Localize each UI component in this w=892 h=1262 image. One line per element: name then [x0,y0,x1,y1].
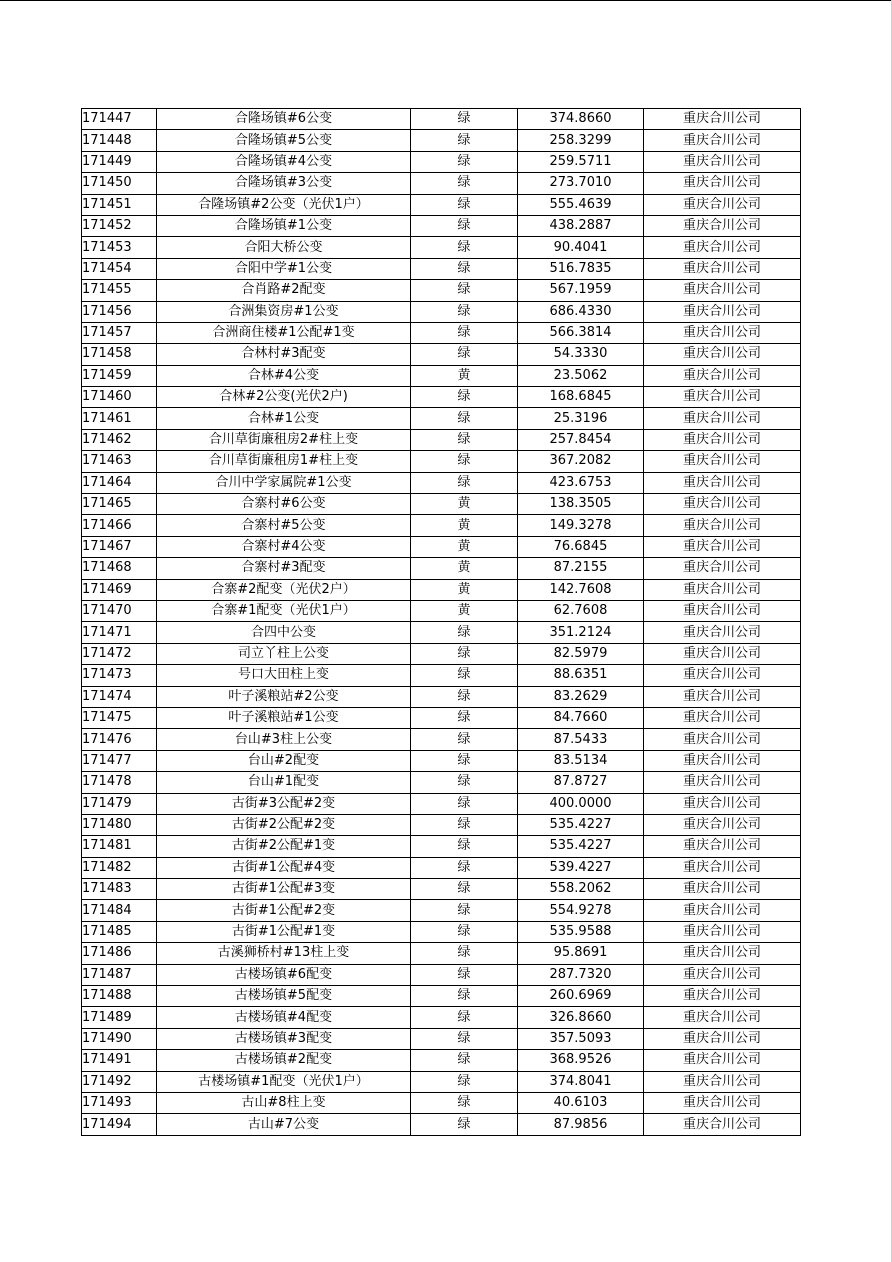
cell-value: 40.6103 [518,1092,644,1113]
cell-transformer-name: 合寨村#3配变 [157,558,411,579]
cell-transformer-name: 叶子溪粮站#2公变 [157,686,411,707]
cell-id: 171450 [82,173,157,194]
cell-transformer-name: 合寨村#5公变 [157,515,411,536]
cell-company: 重庆合川公司 [644,151,801,172]
cell-company: 重庆合川公司 [644,194,801,215]
cell-transformer-name: 古山#7公变 [157,1114,411,1135]
cell-value: 287.7320 [518,964,644,985]
cell-status-color: 绿 [411,429,518,450]
cell-company: 重庆合川公司 [644,1050,801,1071]
cell-status-color: 黄 [411,558,518,579]
cell-status-color: 绿 [411,665,518,686]
cell-status-color: 绿 [411,814,518,835]
cell-status-color: 绿 [411,109,518,130]
cell-transformer-name: 古街#1公配#2变 [157,900,411,921]
table-row [82,130,801,151]
cell-id: 171494 [82,1114,157,1135]
cell-transformer-name: 古街#2公配#2变 [157,814,411,835]
table-row [82,558,801,579]
cell-status-color: 绿 [411,408,518,429]
cell-id: 171464 [82,472,157,493]
table-row [82,707,801,728]
cell-id: 171455 [82,280,157,301]
cell-id: 171454 [82,258,157,279]
cell-value: 83.5134 [518,750,644,771]
cell-transformer-name: 古山#8柱上变 [157,1092,411,1113]
cell-company: 重庆合川公司 [644,280,801,301]
cell-id: 171490 [82,1028,157,1049]
cell-transformer-name: 合川草街廉租房1#柱上变 [157,451,411,472]
cell-id: 171457 [82,322,157,343]
cell-id: 171481 [82,836,157,857]
cell-id: 171453 [82,237,157,258]
cell-transformer-name: 号口大田柱上变 [157,665,411,686]
cell-company: 重庆合川公司 [644,921,801,942]
cell-status-color: 绿 [411,344,518,365]
cell-transformer-name: 合林#2公变(光伏2户) [157,387,411,408]
cell-value: 258.3299 [518,130,644,151]
cell-transformer-name: 合隆场镇#5公变 [157,130,411,151]
cell-id: 171472 [82,643,157,664]
table-row [82,665,801,686]
cell-value: 326.8660 [518,1007,644,1028]
cell-id: 171489 [82,1007,157,1028]
cell-transformer-name: 合肖路#2配变 [157,280,411,301]
cell-status-color: 绿 [411,1050,518,1071]
cell-company: 重庆合川公司 [644,429,801,450]
cell-id: 171468 [82,558,157,579]
cell-value: 25.3196 [518,408,644,429]
table-row [82,365,801,386]
cell-id: 171487 [82,964,157,985]
cell-status-color: 绿 [411,622,518,643]
cell-company: 重庆合川公司 [644,964,801,985]
cell-value: 273.7010 [518,173,644,194]
cell-transformer-name: 古街#3公配#2变 [157,793,411,814]
cell-company: 重庆合川公司 [644,1007,801,1028]
cell-status-color: 绿 [411,1071,518,1092]
cell-company: 重庆合川公司 [644,707,801,728]
cell-transformer-name: 合隆场镇#1公变 [157,215,411,236]
table-row [82,857,801,878]
cell-status-color: 绿 [411,729,518,750]
cell-company: 重庆合川公司 [644,772,801,793]
cell-value: 90.4041 [518,237,644,258]
cell-status-color: 绿 [411,301,518,322]
cell-transformer-name: 古街#2公配#1变 [157,836,411,857]
cell-company: 重庆合川公司 [644,600,801,621]
cell-status-color: 绿 [411,921,518,942]
cell-status-color: 黄 [411,494,518,515]
cell-value: 87.9856 [518,1114,644,1135]
table-row [82,109,801,130]
cell-transformer-name: 古街#1公配#1变 [157,921,411,942]
cell-value: 87.2155 [518,558,644,579]
cell-id: 171463 [82,451,157,472]
cell-status-color: 绿 [411,322,518,343]
cell-transformer-name: 合林村#3配变 [157,344,411,365]
cell-transformer-name: 古楼场镇#2配变 [157,1050,411,1071]
cell-company: 重庆合川公司 [644,1071,801,1092]
cell-value: 95.8691 [518,943,644,964]
cell-value: 516.7835 [518,258,644,279]
table-row [82,1007,801,1028]
cell-transformer-name: 台山#2配变 [157,750,411,771]
table-row [82,772,801,793]
cell-company: 重庆合川公司 [644,879,801,900]
cell-status-color: 绿 [411,1028,518,1049]
cell-id: 171459 [82,365,157,386]
table-row [82,215,801,236]
cell-company: 重庆合川公司 [644,130,801,151]
table-row [82,173,801,194]
table-row [82,408,801,429]
cell-company: 重庆合川公司 [644,558,801,579]
cell-id: 171484 [82,900,157,921]
cell-company: 重庆合川公司 [644,1028,801,1049]
cell-id: 171491 [82,1050,157,1071]
cell-transformer-name: 台山#1配变 [157,772,411,793]
cell-value: 535.4227 [518,814,644,835]
table-row [82,451,801,472]
table-row [82,686,801,707]
cell-company: 重庆合川公司 [644,258,801,279]
table-row [82,814,801,835]
cell-transformer-name: 合川草街廉租房2#柱上变 [157,429,411,450]
cell-value: 84.7660 [518,707,644,728]
cell-id: 171477 [82,750,157,771]
transformer-table [81,108,801,1136]
cell-company: 重庆合川公司 [644,686,801,707]
cell-transformer-name: 合川中学家属院#1公变 [157,472,411,493]
cell-transformer-name: 合隆场镇#2公变（光伏1户） [157,194,411,215]
cell-transformer-name: 合寨村#6公变 [157,494,411,515]
cell-value: 567.1959 [518,280,644,301]
table-row [82,836,801,857]
cell-id: 171476 [82,729,157,750]
cell-transformer-name: 古街#1公配#4变 [157,857,411,878]
cell-company: 重庆合川公司 [644,986,801,1007]
cell-company: 重庆合川公司 [644,943,801,964]
cell-company: 重庆合川公司 [644,109,801,130]
cell-id: 171493 [82,1092,157,1113]
cell-company: 重庆合川公司 [644,173,801,194]
cell-status-color: 黄 [411,579,518,600]
cell-status-color: 黄 [411,365,518,386]
cell-status-color: 绿 [411,1007,518,1028]
cell-value: 535.4227 [518,836,644,857]
table-row [82,1092,801,1113]
cell-value: 83.2629 [518,686,644,707]
table-row [82,280,801,301]
cell-status-color: 绿 [411,772,518,793]
cell-company: 重庆合川公司 [644,344,801,365]
cell-status-color: 绿 [411,964,518,985]
table-row [82,900,801,921]
cell-id: 171467 [82,536,157,557]
cell-id: 171466 [82,515,157,536]
cell-id: 171471 [82,622,157,643]
cell-value: 686.4330 [518,301,644,322]
cell-status-color: 绿 [411,793,518,814]
cell-value: 142.7608 [518,579,644,600]
cell-id: 171461 [82,408,157,429]
table-row [82,750,801,771]
table-row [82,194,801,215]
cell-value: 351.2124 [518,622,644,643]
page-top-rule [0,0,892,1]
cell-value: 82.5979 [518,643,644,664]
cell-id: 171483 [82,879,157,900]
cell-transformer-name: 古楼场镇#4配变 [157,1007,411,1028]
cell-status-color: 绿 [411,1092,518,1113]
cell-company: 重庆合川公司 [644,665,801,686]
cell-value: 88.6351 [518,665,644,686]
table-row [82,301,801,322]
cell-value: 138.3505 [518,494,644,515]
cell-status-color: 绿 [411,280,518,301]
cell-value: 168.6845 [518,387,644,408]
cell-transformer-name: 合林#1公变 [157,408,411,429]
cell-transformer-name: 合隆场镇#4公变 [157,151,411,172]
cell-transformer-name: 古溪狮桥村#13柱上变 [157,943,411,964]
cell-id: 171460 [82,387,157,408]
cell-company: 重庆合川公司 [644,472,801,493]
table-row [82,964,801,985]
cell-transformer-name: 合寨#1配变（光伏1户） [157,600,411,621]
cell-transformer-name: 合寨#2配变（光伏2户） [157,579,411,600]
cell-value: 400.0000 [518,793,644,814]
cell-id: 171475 [82,707,157,728]
cell-transformer-name: 合阳大桥公变 [157,237,411,258]
table-row [82,494,801,515]
cell-status-color: 绿 [411,836,518,857]
cell-status-color: 绿 [411,707,518,728]
cell-company: 重庆合川公司 [644,836,801,857]
cell-id: 171482 [82,857,157,878]
cell-company: 重庆合川公司 [644,451,801,472]
cell-company: 重庆合川公司 [644,643,801,664]
table-row [82,986,801,1007]
cell-status-color: 黄 [411,600,518,621]
table-row [82,344,801,365]
cell-status-color: 绿 [411,387,518,408]
cell-status-color: 绿 [411,237,518,258]
cell-company: 重庆合川公司 [644,857,801,878]
cell-company: 重庆合川公司 [644,793,801,814]
cell-value: 423.6753 [518,472,644,493]
table-row [82,600,801,621]
cell-value: 87.8727 [518,772,644,793]
cell-company: 重庆合川公司 [644,579,801,600]
cell-status-color: 绿 [411,130,518,151]
cell-value: 438.2887 [518,215,644,236]
table-row [82,387,801,408]
table-row [82,729,801,750]
cell-value: 149.3278 [518,515,644,536]
cell-status-color: 绿 [411,194,518,215]
cell-company: 重庆合川公司 [644,729,801,750]
cell-value: 374.8660 [518,109,644,130]
cell-id: 171488 [82,986,157,1007]
cell-value: 259.5711 [518,151,644,172]
cell-company: 重庆合川公司 [644,515,801,536]
cell-value: 357.5093 [518,1028,644,1049]
table-row [82,536,801,557]
cell-id: 171447 [82,109,157,130]
cell-status-color: 绿 [411,643,518,664]
table-row [82,921,801,942]
cell-id: 171462 [82,429,157,450]
table-row [82,237,801,258]
cell-status-color: 绿 [411,451,518,472]
cell-company: 重庆合川公司 [644,900,801,921]
cell-value: 76.6845 [518,536,644,557]
table-row [82,1050,801,1071]
cell-status-color: 黄 [411,536,518,557]
cell-value: 54.3330 [518,344,644,365]
table-row [82,1028,801,1049]
cell-company: 重庆合川公司 [644,322,801,343]
cell-status-color: 绿 [411,750,518,771]
cell-value: 62.7608 [518,600,644,621]
cell-company: 重庆合川公司 [644,536,801,557]
cell-transformer-name: 合洲商住楼#1公配#1变 [157,322,411,343]
cell-id: 171492 [82,1071,157,1092]
cell-transformer-name: 古楼场镇#3配变 [157,1028,411,1049]
cell-value: 555.4639 [518,194,644,215]
cell-company: 重庆合川公司 [644,1092,801,1113]
cell-company: 重庆合川公司 [644,215,801,236]
table-row [82,943,801,964]
cell-value: 23.5062 [518,365,644,386]
cell-company: 重庆合川公司 [644,301,801,322]
cell-id: 171451 [82,194,157,215]
cell-status-color: 绿 [411,215,518,236]
cell-status-color: 绿 [411,151,518,172]
cell-value: 374.8041 [518,1071,644,1092]
cell-id: 171449 [82,151,157,172]
table-row [82,1071,801,1092]
cell-company: 重庆合川公司 [644,365,801,386]
cell-id: 171479 [82,793,157,814]
cell-transformer-name: 司立丫柱上公变 [157,643,411,664]
cell-status-color: 绿 [411,472,518,493]
cell-value: 535.9588 [518,921,644,942]
cell-id: 171478 [82,772,157,793]
cell-status-color: 绿 [411,943,518,964]
cell-id: 171470 [82,600,157,621]
table-row [82,579,801,600]
cell-id: 171480 [82,814,157,835]
cell-id: 171473 [82,665,157,686]
cell-transformer-name: 合寨村#4公变 [157,536,411,557]
table-row [82,643,801,664]
cell-id: 171474 [82,686,157,707]
cell-id: 171456 [82,301,157,322]
cell-id: 171458 [82,344,157,365]
cell-status-color: 绿 [411,173,518,194]
cell-company: 重庆合川公司 [644,408,801,429]
cell-value: 554.9278 [518,900,644,921]
cell-company: 重庆合川公司 [644,387,801,408]
cell-value: 566.3814 [518,322,644,343]
cell-transformer-name: 台山#3柱上公变 [157,729,411,750]
cell-transformer-name: 合隆场镇#3公变 [157,173,411,194]
cell-status-color: 绿 [411,879,518,900]
table-row [82,258,801,279]
cell-company: 重庆合川公司 [644,237,801,258]
cell-status-color: 绿 [411,986,518,1007]
cell-id: 171469 [82,579,157,600]
cell-value: 368.9526 [518,1050,644,1071]
cell-transformer-name: 合林#4公变 [157,365,411,386]
cell-status-color: 绿 [411,900,518,921]
cell-status-color: 绿 [411,686,518,707]
cell-transformer-name: 合洲集资房#1公变 [157,301,411,322]
cell-id: 171485 [82,921,157,942]
cell-transformer-name: 合阳中学#1公变 [157,258,411,279]
cell-value: 87.5433 [518,729,644,750]
cell-transformer-name: 古街#1公配#3变 [157,879,411,900]
table-row [82,322,801,343]
cell-transformer-name: 叶子溪粮站#1公变 [157,707,411,728]
cell-value: 257.8454 [518,429,644,450]
cell-status-color: 绿 [411,258,518,279]
cell-transformer-name: 合隆场镇#6公变 [157,109,411,130]
table-row [82,515,801,536]
cell-id: 171452 [82,215,157,236]
table-row [82,472,801,493]
cell-transformer-name: 古楼场镇#1配变（光伏1户） [157,1071,411,1092]
table-row [82,1114,801,1135]
cell-transformer-name: 古楼场镇#5配变 [157,986,411,1007]
table-row [82,429,801,450]
cell-status-color: 绿 [411,857,518,878]
cell-value: 558.2062 [518,879,644,900]
table-row [82,151,801,172]
cell-company: 重庆合川公司 [644,622,801,643]
table-row [82,793,801,814]
table-body [82,109,801,1136]
cell-company: 重庆合川公司 [644,814,801,835]
cell-id: 171486 [82,943,157,964]
cell-transformer-name: 古楼场镇#6配变 [157,964,411,985]
table-row [82,622,801,643]
cell-status-color: 绿 [411,1114,518,1135]
cell-value: 539.4227 [518,857,644,878]
cell-id: 171465 [82,494,157,515]
cell-company: 重庆合川公司 [644,494,801,515]
cell-status-color: 黄 [411,515,518,536]
cell-company: 重庆合川公司 [644,750,801,771]
cell-transformer-name: 合四中公变 [157,622,411,643]
cell-value: 367.2082 [518,451,644,472]
cell-value: 260.6969 [518,986,644,1007]
table-row [82,879,801,900]
cell-id: 171448 [82,130,157,151]
cell-company: 重庆合川公司 [644,1114,801,1135]
